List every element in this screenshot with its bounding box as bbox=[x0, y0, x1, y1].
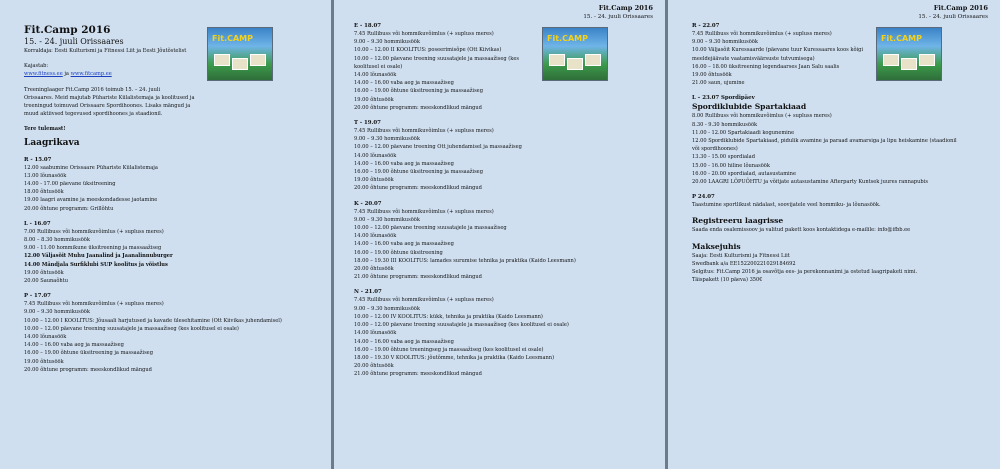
camp-poster-image: Fit.CAMP bbox=[876, 27, 942, 81]
camp-poster-image: Fit.CAMP bbox=[542, 27, 608, 81]
poster-title: Fit.CAMP bbox=[212, 34, 253, 43]
page-header: Fit.Camp 2016 15. - 24. juuli Orissaares bbox=[583, 4, 653, 20]
fitness-link[interactable]: www.fitness.ee bbox=[24, 71, 63, 78]
payment-heading: Maksejuhis bbox=[692, 241, 741, 251]
day-block-r-15: R - 15.07 12.00 saabumine Orissaare Pühariste Külalistemaja 13.00 lõunasöök 14.00 - 17.00 päevane üksitreening 18.00 õhtusöök 19.00 laagri avamine ja meeskondadesse jaotamine 20.00 õhtune programm: Grillõhtu bbox=[24, 156, 158, 212]
day-block-e-18: E - 18.07 7.45 Rullibuss või hommikuvõimlus (+ supluss meres) 9.00 – 9.30 hommikusöök 10.00 – 12.00 II KOOLITUS: poseerimisõpe (Ott Kiivikas) 10.00 – 12.00 päevane treening suusatajele ja massaažiseg (kes koolitusel ei osale) 14.00 lõunasöök 14.00 – 16.00 vaba aeg ja massaažiseg 16.00 – 19.00 õhtune üksitreening ja massaažiseg 19.00 õhtusöök 20.00 õhtune programm: meeskondlikud mängud bbox=[354, 23, 519, 111]
camp-poster-image bbox=[207, 27, 273, 81]
page-3 bbox=[668, 0, 1000, 469]
day-block-r-22: R - 22.07 7.45 Rullibuss või hommikuvõimlus (+ supluss meres) 9.00 – 9.30 hommikusöök 10.00 Väljasõit Kuressaarde (päevane tuur Kuressaares koos kõigi meeldejäävate vaatamisväärsuste tutvumisega) 16.00 – 18.00 üksitreening legendaarses Jaan Salu saalis 19.00 õhtusöök 21.00 saun, ujumine bbox=[692, 23, 864, 87]
page-title: Fit.Camp 2016 bbox=[24, 24, 111, 36]
registration-text: Saada enda osalemissoov ja valitud pakett koos kontaktidega e-mailile: info@ifbb.ee bbox=[692, 227, 911, 234]
day-block-l-16: L - 16.07 7.00 Rullibuss või hommikuvõimlus (+ supluss meres) 8.00 – 8.30 hommikusöök 9.00 - 11.00 hommikune üksitreening ja massaažiseg 12.00 Väljasõit Muhu Jaanalind ja Jaanalinnuburger 14.00 Mändjala Surfiklubi SUP koolitus ja võistlus 19.00 õhtusöök 20.00 Saunaõhtu bbox=[24, 220, 173, 285]
page-1 bbox=[0, 0, 331, 469]
page-subtitle: 15. - 24. juuli Orissaares bbox=[24, 37, 124, 46]
coverage-label: Kajastab: bbox=[24, 63, 49, 70]
payment-details: Saaja: Eesti Kulturismi ja Fitnessi Liit Swedbank a/a EE152200221029184692 Selgitus: Fit.Camp 2016 ja osavõtja ees- ja perekonnanimi ja ostetud laagripaketi nimi. Täispakett (10 päeva) 350€ bbox=[692, 252, 918, 284]
welcome-text: Tere tulemast! bbox=[24, 126, 66, 133]
day-block-p-17: P - 17.07 7.45 Rullibuss või hommikuvõimlus (+ supluss meres) 9.00 – 9.30 hommikusöök 10.00 – 12.00 I KOOLITUS: Jõusaali harjutused ja kavade ülesehitamine (Ott Kiivikas juhendamisel) 10.00 – 12.00 päevane treening suusatajele ja massaažiseg (kes koolitusel ei osale) 14.00 lõunasöök 14.00 – 16.00 vaba aeg ja massaažiseg 16.00 – 19.00 õhtune üksitreening ja massaažiseg 19.00 õhtusöök 20.00 õhtune programm: meeskondlikud mängud bbox=[24, 293, 282, 373]
links-line: www.fitness.ee ja www.fitcamp.ee bbox=[24, 71, 112, 78]
spartakiaad-title: Spordiklubide Spartakiaad bbox=[692, 102, 807, 112]
registration-heading: Registreeru laagrisse bbox=[692, 216, 784, 226]
day-block-l-23: L – 23.07 Spordipäev Spordiklubide Spartakiaad 8.00 Rullibuss või hommikuvõimlus (+ supluss meres) 8.30 - 9.30 hommikusöök 11.00 - 12.00 Spartakiaadi kogunemine 12.00 Spordiklubide Spartakiaad, pidulik avamine ja paraad avamarsiga ja lipu heiskamine (staadionil või spordihoones) 13.30 - 15.00 spordialad 15.00 - 16.00 hiline lõunasöök 16.00 - 20.00 spordialad, autasustamine 20.00 LAAGRI LÕPUÕHTU ja võitjate autasustamine Afterparty Kuntsek juures rannapubis bbox=[692, 94, 990, 186]
page-header: Fit.Camp 2016 15. - 24. juuli Orissaares bbox=[918, 4, 988, 20]
organizers-text: Korraldaja: Eesti Kulturismi ja Fitnessi Liit ja Eesti Jõutõstelist bbox=[24, 48, 187, 54]
day-block-k-20: K - 20.07 7.45 Rullibuss või hommikuvõimlus (+ supluss meres) 9.00 – 9.30 hommikusöök 10.00 – 12.00 päevane treening suusatajele ja massaažiseg 14.00 lõunasöök 14.00 – 16.00 vaba aeg ja massaažiseg 16.00 – 19.00 õhtune üksitreening 18.00 – 19.30 III KOOLITUS: lamades surumise tehnika ja praktika (Kaido Leesmann) 20.00 õhtusöök 21.00 õhtune programm: meeskondlikud mängud bbox=[354, 200, 576, 281]
fitcamp-link[interactable]: www.fitcamp.ee bbox=[70, 71, 112, 78]
section-heading-schedule: Laagrikava bbox=[24, 137, 80, 148]
day-block-n-21: N - 21.07 7.45 Rullibuss või hommikuvõimlus (+ supluss meres) 9.00 – 9.30 hommikusöök 10.00 – 12.00 IV KOOLITUS: kükk, tehnika ja praktika (Kaido Leesmann) 10.00 – 12.00 päevane treening suusatajele ja massaažiseg (kes koolitusel ei osale) 14.00 lõunasöök 14.00 – 16.00 vaba aeg ja massaažiseg 16.00 – 19.00 õhtune treeningseg ja massaažiseg (kes koolitusel ei osale) 18.00 – 19.30 V KOOLITUS: jõutõmme, tehnika ja praktika (Kaido Leesmann) 20.00 õhtusöök 21.00 õhtune programm: meeskondlikud mängud bbox=[354, 289, 569, 378]
day-block-t-19: T - 19.07 7.45 Rullibuss või hommikuvõimlus (+ supluss meres) 9.00 – 9.30 hommikusöök 10.00 – 12.00 päevane treening Ott juhendamisel ja massaažiseg 14.00 lõunasöök 14.00 – 16.00 vaba aeg ja massaažiseg 16.00 – 19.00 õhtune üksitreening ja massaažiseg 19.00 õhtusöök 20.00 õhtune programm: meeskondlikud mängud bbox=[354, 120, 522, 192]
page-2 bbox=[334, 0, 665, 469]
day-block-p-24: P 24.07 Taastumine sportlikust nädalast, soovijatele veel hommiku- ja lõunasöök. bbox=[692, 194, 881, 209]
intro-paragraph: Treeninglaager Fit.Camp 2016 toimub 15. – 24. juuli Orissaares. Meid majutab Pühariste Külalistemaja ja koolitused ja treeningud toimuvad Orissaare Spordihoones. Lisaks mängud ja muud aktiivsed tegevused spordihoones ja staadionil. bbox=[24, 86, 195, 118]
